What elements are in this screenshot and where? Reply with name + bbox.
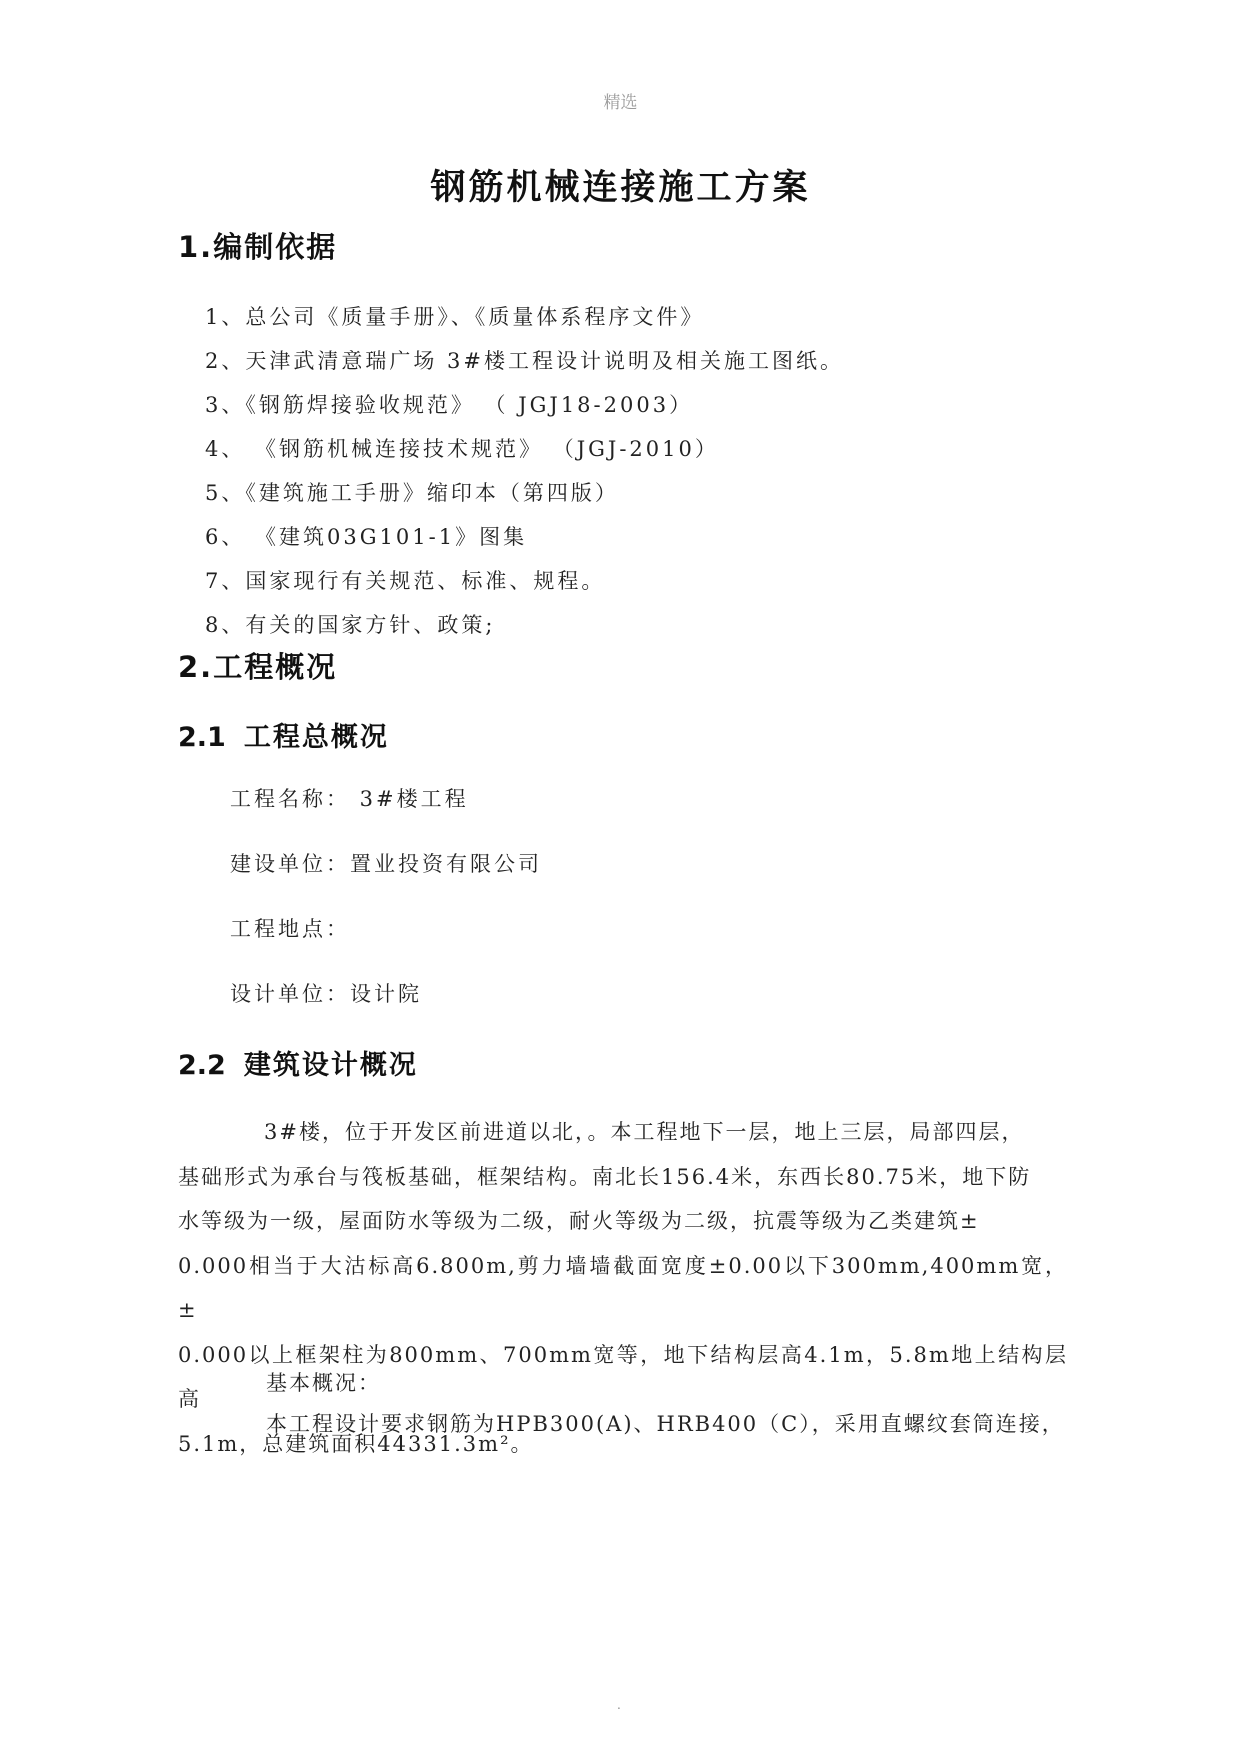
basic-overview-label: 基本概况：	[266, 1371, 381, 1395]
paragraph-line: 0.000相当于大沽标高6.800m,剪力墙墙截面宽度±0.00以下300mm,400mm宽， ±	[178, 1253, 1068, 1322]
project-name-line: 工程名称： 3#楼工程	[230, 787, 469, 811]
owner-line: 建设单位：置业投资有限公司	[230, 852, 542, 876]
basis-item-1: 1、总公司《质量手册》、《质量体系程序文件》	[205, 305, 705, 329]
basis-item-6: 6、 《建筑03G101-1》图集	[205, 525, 528, 549]
basis-item-8: 8、有关的国家方针、政策;	[205, 613, 496, 637]
subsection-2-1-heading	[178, 715, 389, 754]
subsection-title: 建筑设计概况	[243, 1050, 418, 1081]
paragraph-line: 5.1m，总建筑面积44331.3m²。	[178, 1431, 534, 1456]
page-footer-mark: .	[617, 1698, 621, 1712]
paragraph-line: 水等级为一级，屋面防水等级为二级，耐火等级为二级，抗震等级为乙类建筑±	[178, 1209, 980, 1233]
watermark: 精选	[603, 93, 638, 113]
basis-item-5: 5、《建筑施工手册》缩印本（第四版）	[205, 481, 619, 505]
paragraph-line: 0.000以上框架柱为800mm、700mm宽等，地下结构层高4.1m，5.8m地上结构层高	[178, 1342, 1068, 1411]
basis-item-7: 7、国家现行有关规范、标准、规程。	[205, 569, 606, 593]
basis-item-2: 2、天津武清意瑞广场 3#楼工程设计说明及相关施工图纸。	[205, 349, 844, 373]
paragraph-line: 3#楼，位于开发区前进道以北，。本工程地下一层，地上三层，局部四层，	[264, 1120, 1025, 1144]
subsection-2-2-heading	[178, 1043, 418, 1082]
project-location-line: 工程地点：	[230, 917, 350, 941]
subsection-number: 2.2	[178, 1050, 226, 1081]
section-1-heading: 1.编制依据	[178, 230, 338, 264]
basis-item-4: 4、 《钢筋机械连接技术规范》 （JGJ-2010）	[205, 437, 719, 461]
document-title: 钢筋机械连接施工方案	[430, 168, 811, 208]
rebar-requirement-line: 本工程设计要求钢筋为HPB300(A)、HRB400（C），采用直螺纹套筒连接，	[266, 1412, 1065, 1436]
section-2-heading: 2.工程概况	[178, 650, 338, 684]
paragraph-line: 基础形式为承台与筏板基础，框架结构。南北长156.4米，东西长80.75米，地下防	[178, 1164, 1032, 1189]
subsection-number: 2.1	[178, 722, 226, 753]
basis-item-3: 3、《钢筋焊接验收规范》 （ JGJ18-2003）	[205, 393, 694, 417]
designer-line: 设计单位：设计院	[230, 982, 422, 1006]
subsection-title: 工程总概况	[243, 722, 389, 753]
